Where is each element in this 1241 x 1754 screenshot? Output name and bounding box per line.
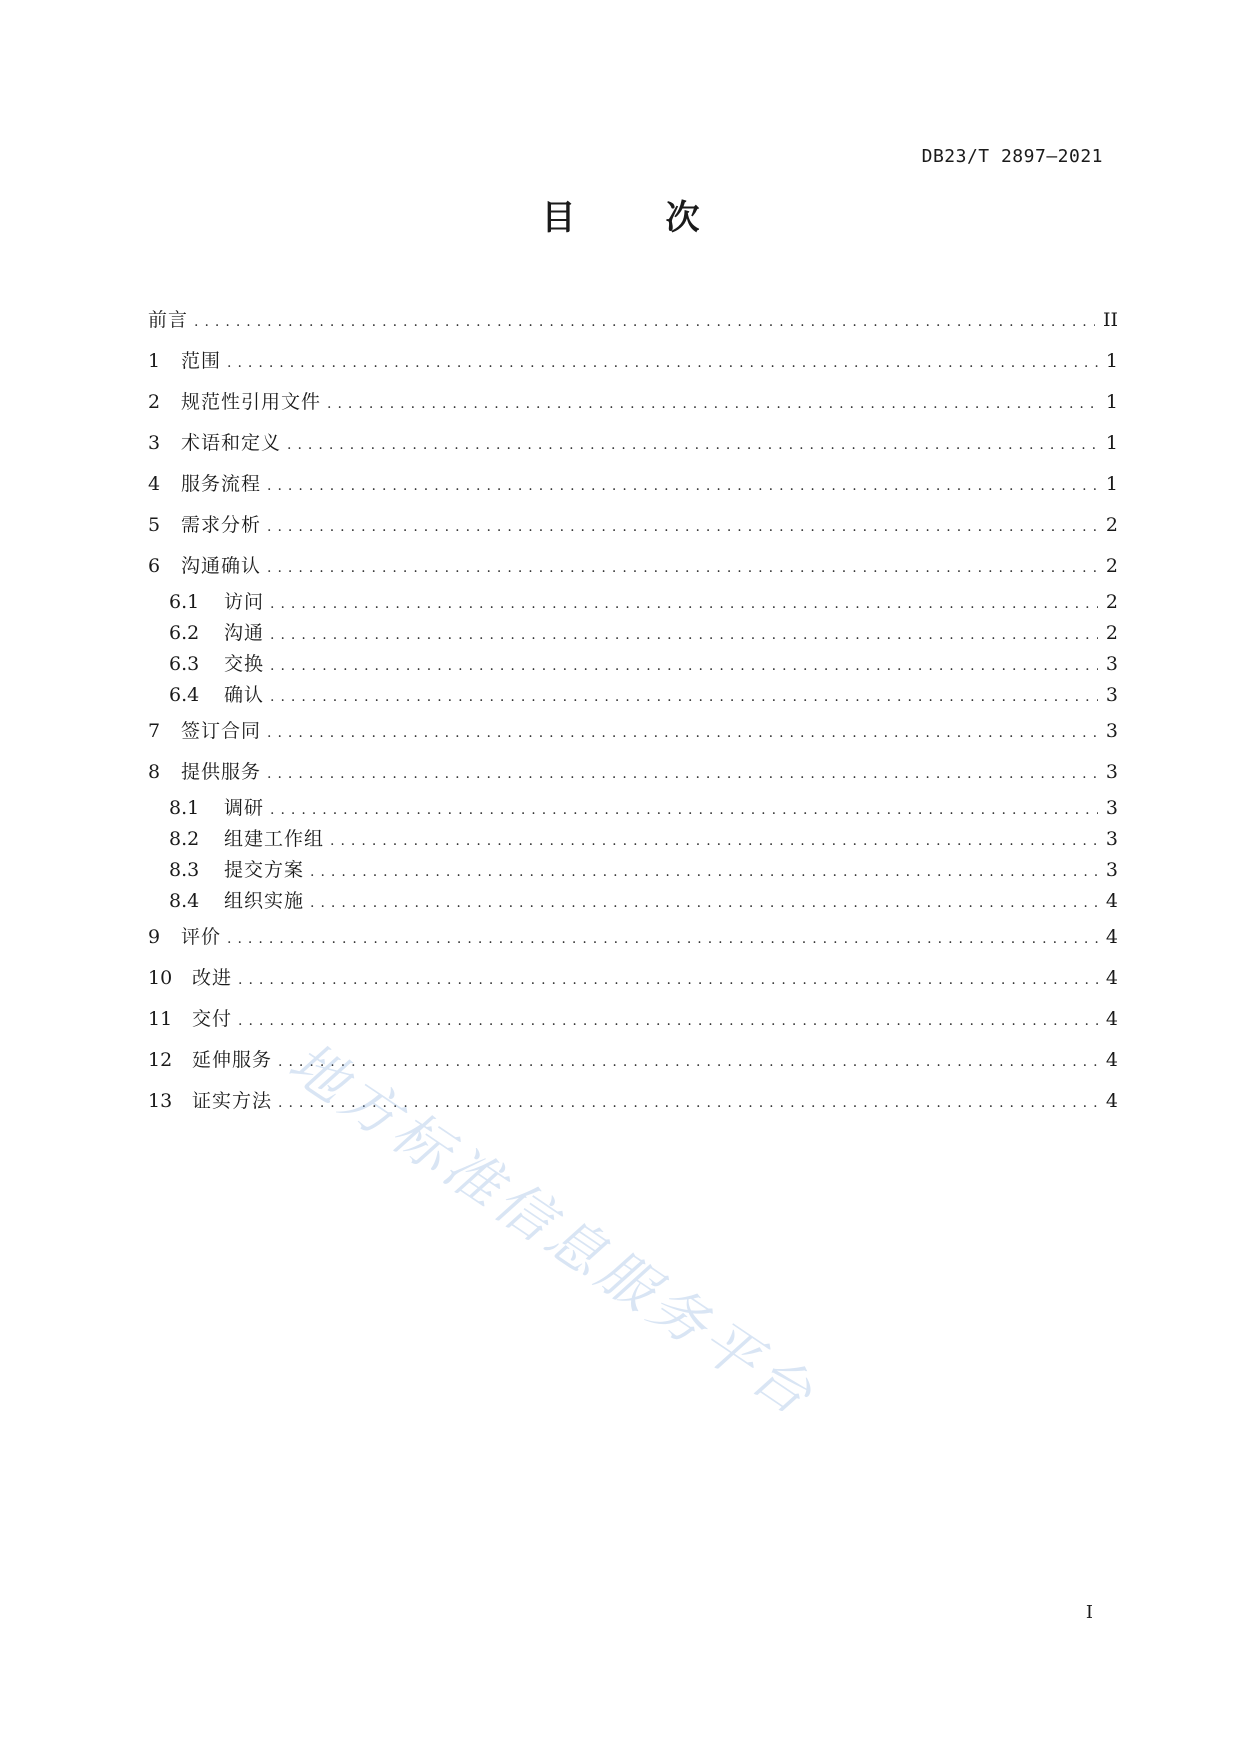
toc-dot-leader xyxy=(270,682,1098,711)
toc-entry-page: 2 xyxy=(1105,591,1118,613)
toc-entry-label: 改进 xyxy=(192,967,233,989)
toc-entry-page: 2 xyxy=(1105,555,1118,577)
toc-entry[interactable] xyxy=(148,917,1118,958)
toc-entry[interactable] xyxy=(148,855,1118,886)
toc-entry-page: 1 xyxy=(1105,391,1118,413)
toc-entry-number: 8.2 xyxy=(169,828,200,850)
toc-entry-page: 3 xyxy=(1105,797,1118,819)
toc-dot-leader xyxy=(227,343,1098,382)
toc-entry-page: 2 xyxy=(1105,514,1118,536)
toc-entry-number: 6.1 xyxy=(169,591,200,613)
toc-entry-number: 4 xyxy=(148,473,161,495)
toc-entry[interactable] xyxy=(148,824,1118,855)
toc-entry-label: 服务流程 xyxy=(181,473,262,495)
toc-entry-number: 9 xyxy=(148,926,161,948)
toc-entry[interactable] xyxy=(148,711,1118,752)
toc-entry-label: 组建工作组 xyxy=(224,828,325,850)
toc-entry[interactable] xyxy=(148,618,1118,649)
toc-entry[interactable] xyxy=(148,1040,1118,1081)
toc-entry[interactable] xyxy=(148,886,1118,917)
toc-entry-page: 4 xyxy=(1105,1049,1118,1071)
toc-entry-number: 10 xyxy=(148,967,173,989)
toc-entry-page: 1 xyxy=(1105,432,1118,454)
toc-entry[interactable] xyxy=(148,587,1118,618)
toc-entry-label: 范围 xyxy=(181,350,222,372)
toc-dot-leader xyxy=(270,651,1098,680)
toc-dot-leader xyxy=(194,302,1095,341)
toc-entry[interactable] xyxy=(148,505,1118,546)
toc-entry-number: 8.3 xyxy=(169,859,200,881)
toc-entry-label: 评价 xyxy=(181,926,222,948)
toc-entry[interactable] xyxy=(148,680,1118,711)
toc-dot-leader xyxy=(278,1083,1098,1122)
toc-entry[interactable] xyxy=(148,300,1118,341)
toc-entry[interactable] xyxy=(148,649,1118,680)
toc-entry-label: 术语和定义 xyxy=(181,432,282,454)
toc-entry-page: 4 xyxy=(1105,926,1118,948)
toc-entry-page: 1 xyxy=(1105,350,1118,372)
toc-entry-label: 前言 xyxy=(148,309,189,331)
table-of-contents xyxy=(148,300,1118,1122)
toc-entry-number: 3 xyxy=(148,432,161,454)
toc-entry-number: 2 xyxy=(148,391,161,413)
toc-entry-page: 4 xyxy=(1105,1008,1118,1030)
page-number: I xyxy=(1085,1602,1093,1623)
toc-dot-leader xyxy=(267,548,1098,587)
toc-dot-leader xyxy=(267,713,1098,752)
toc-entry-label: 交换 xyxy=(224,653,265,675)
standard-code: DB23/T 2897—2021 xyxy=(921,146,1103,167)
toc-dot-leader xyxy=(270,795,1098,824)
toc-dot-leader xyxy=(310,857,1098,886)
toc-entry-label: 确认 xyxy=(224,684,265,706)
toc-dot-leader xyxy=(278,1042,1098,1081)
toc-entry-label: 延伸服务 xyxy=(192,1049,273,1071)
toc-entry[interactable] xyxy=(148,341,1118,382)
toc-entry[interactable] xyxy=(148,793,1118,824)
toc-entry-page: 4 xyxy=(1105,1090,1118,1112)
toc-dot-leader xyxy=(267,507,1098,546)
toc-entry-label: 交付 xyxy=(192,1008,233,1030)
toc-entry-page: 4 xyxy=(1105,890,1118,912)
toc-dot-leader xyxy=(238,960,1098,999)
toc-dot-leader xyxy=(270,589,1098,618)
toc-entry-label: 调研 xyxy=(224,797,265,819)
toc-entry[interactable] xyxy=(148,999,1118,1040)
page-title xyxy=(0,190,1241,239)
toc-entry-page: 3 xyxy=(1105,761,1118,783)
toc-entry-number: 1 xyxy=(148,350,161,372)
toc-entry[interactable] xyxy=(148,1081,1118,1122)
toc-entry-number: 11 xyxy=(148,1008,173,1030)
toc-entry-label: 访问 xyxy=(224,591,265,613)
toc-dot-leader xyxy=(267,466,1098,505)
toc-dot-leader xyxy=(238,1001,1098,1040)
toc-entry[interactable] xyxy=(148,546,1118,587)
toc-entry-page: II xyxy=(1102,309,1118,331)
toc-entry-number: 7 xyxy=(148,720,161,742)
toc-entry-number: 5 xyxy=(148,514,161,536)
toc-entry-label: 提交方案 xyxy=(224,859,305,881)
toc-dot-leader xyxy=(227,919,1098,958)
toc-entry[interactable] xyxy=(148,423,1118,464)
toc-entry-page: 3 xyxy=(1105,720,1118,742)
toc-entry-number: 8 xyxy=(148,761,161,783)
toc-entry-label: 签订合同 xyxy=(181,720,262,742)
toc-entry-label: 沟通确认 xyxy=(181,555,262,577)
toc-entry-page: 2 xyxy=(1105,622,1118,644)
toc-dot-leader xyxy=(310,888,1098,917)
toc-entry-page: 1 xyxy=(1105,473,1118,495)
toc-entry-page: 3 xyxy=(1105,828,1118,850)
toc-dot-leader xyxy=(270,620,1098,649)
toc-dot-leader xyxy=(267,754,1098,793)
toc-entry-label: 提供服务 xyxy=(181,761,262,783)
toc-entry[interactable] xyxy=(148,752,1118,793)
toc-dot-leader xyxy=(287,425,1098,464)
toc-entry-label: 规范性引用文件 xyxy=(181,391,322,413)
toc-entry-page: 3 xyxy=(1105,653,1118,675)
toc-entry-number: 6.4 xyxy=(169,684,200,706)
toc-entry-number: 8.1 xyxy=(169,797,200,819)
toc-entry[interactable] xyxy=(148,382,1118,423)
toc-entry-number: 12 xyxy=(148,1049,173,1071)
toc-entry-number: 6 xyxy=(148,555,161,577)
toc-dot-leader xyxy=(327,384,1098,423)
toc-entry-number: 6.2 xyxy=(169,622,200,644)
toc-dot-leader xyxy=(330,826,1098,855)
watermark: 地方标准信息服务平台 xyxy=(276,1029,828,1431)
toc-entry-label: 证实方法 xyxy=(192,1090,273,1112)
title-char-1: 目 xyxy=(541,198,576,238)
toc-entry-page: 3 xyxy=(1105,859,1118,881)
toc-entry-page: 4 xyxy=(1105,967,1118,989)
toc-entry-number: 13 xyxy=(148,1090,173,1112)
toc-entry-page: 3 xyxy=(1105,684,1118,706)
title-char-2: 次 xyxy=(665,198,700,238)
toc-entry-number: 6.3 xyxy=(169,653,200,675)
toc-entry[interactable] xyxy=(148,958,1118,999)
toc-entry-label: 沟通 xyxy=(224,622,265,644)
toc-entry[interactable] xyxy=(148,464,1118,505)
toc-entry-number: 8.4 xyxy=(169,890,200,912)
toc-entry-label: 需求分析 xyxy=(181,514,262,536)
toc-entry-label: 组织实施 xyxy=(224,890,305,912)
